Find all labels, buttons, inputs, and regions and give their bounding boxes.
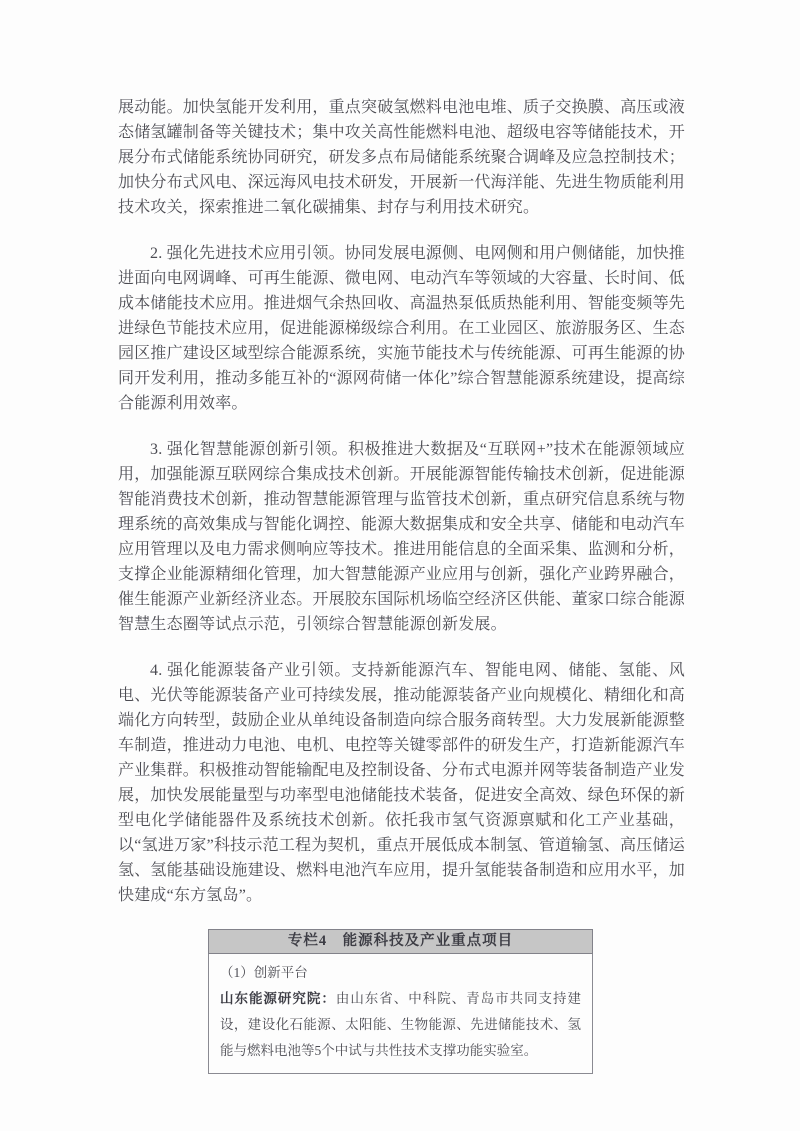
- callout-item-heading: （1）创新平台: [220, 965, 308, 980]
- text-column: [118, 95, 685, 1074]
- paragraph-item-4: 4. 强化能源装备产业引领。支持新能源汽车、智能电网、储能、氢能、风电、光伏等能源装备产业可持续发展，推动能源装备产业向规模化、精细化和高端化方向转型，鼓励企业从单纯设备制造向综合服务商转型。大力发展新能源整车制造，推进动力电池、电机、电控等关键零部件的研发生产，打造新能源汽车产业集群。积极推动智能输配电及控制设备、分布式电源并网等装备制造产业发展，加快发展能量型与功率型电池储能技术装备，促进安全高效、绿色环保的新型电化学储能器件及系统技术创新。依托我市氢气资源禀赋和化工产业基础，以“氢进万家”科技示范工程为契机，重点开展低成本制氢、管道输氢、高压储运氢、氢能基础设施建设、燃料电池汽车应用，提升氢能装备制造和应用水平，加快建成“东方氢岛”。: [118, 662, 686, 904]
- callout-box: [208, 929, 593, 1074]
- callout-box-title: 专栏4 能源科技及产业重点项目: [208, 929, 593, 954]
- callout-entry-label: 山东能源研究院：: [220, 991, 336, 1006]
- callout-entry-text: 由山东省、中科院、青岛市共同支持建设，建设化石能源、太阳能、生物能源、先进储能技术、氢能与燃料电池等5个中试与共性技术支撑功能实验室。: [220, 991, 582, 1058]
- paragraph-item-2: 2. 强化先进技术应用引领。协同发展电源侧、电网侧和用户侧储能，加快推进面向电网调峰、可再生能源、微电网、电动汽车等领域的大容量、长时间、低成本储能技术应用。推进烟气余热回收、高温热泵低质热能利用、智能变频等先进绿色节能技术应用，促进能源梯级综合利用。在工业园区、旅游服务区、生态园区推广建设区域型综合能源系统，实施节能技术与传统能源、可再生能源的协同开发利用，推动多能互补的“源网荷储一体化”综合智慧能源系统建设，提高综合能源利用效率。: [118, 245, 686, 412]
- callout-entry: [220, 986, 581, 1064]
- paragraph-continuation: 展动能。加快氢能开发利用，重点突破氢燃料电池电堆、质子交换膜、高压或液态储氢罐制备等关键技术；集中攻关高性能燃料电池、超级电容等储能技术，开展分布式储能系统协同研究，研发多点布局储能系统聚合调峰及应急控制技术；加快分布式风电、深远海风电技术研发，开展新一代海洋能、先进生物质能利用技术攻关，探索推进二氧化碳捕集、封存与利用技术研究。: [118, 99, 686, 216]
- paragraph-item-3: 3. 强化智慧能源创新引领。积极推进大数据及“互联网+”技术在能源领域应用，加强能源互联网综合集成技术创新。开展能源智能传输技术创新，促进能源智能消费技术创新，推动智慧能源管理与监管技术创新，重点研究信息系统与物理系统的高效集成与智能化调控、能源大数据集成和安全共享、储能和电动汽车应用管理以及电力需求侧响应等技术。推进用能信息的全面采集、监测和分析，支撑企业能源精细化管理，加大智慧能源产业应用与创新，强化产业跨界融合，催生能源产业新经济业态。开展胶东国际机场临空经济区供能、董家口综合能源智慧生态圈等试点示范，引领综合智慧能源创新发展。: [118, 441, 686, 633]
- callout-box-body: [208, 954, 593, 1074]
